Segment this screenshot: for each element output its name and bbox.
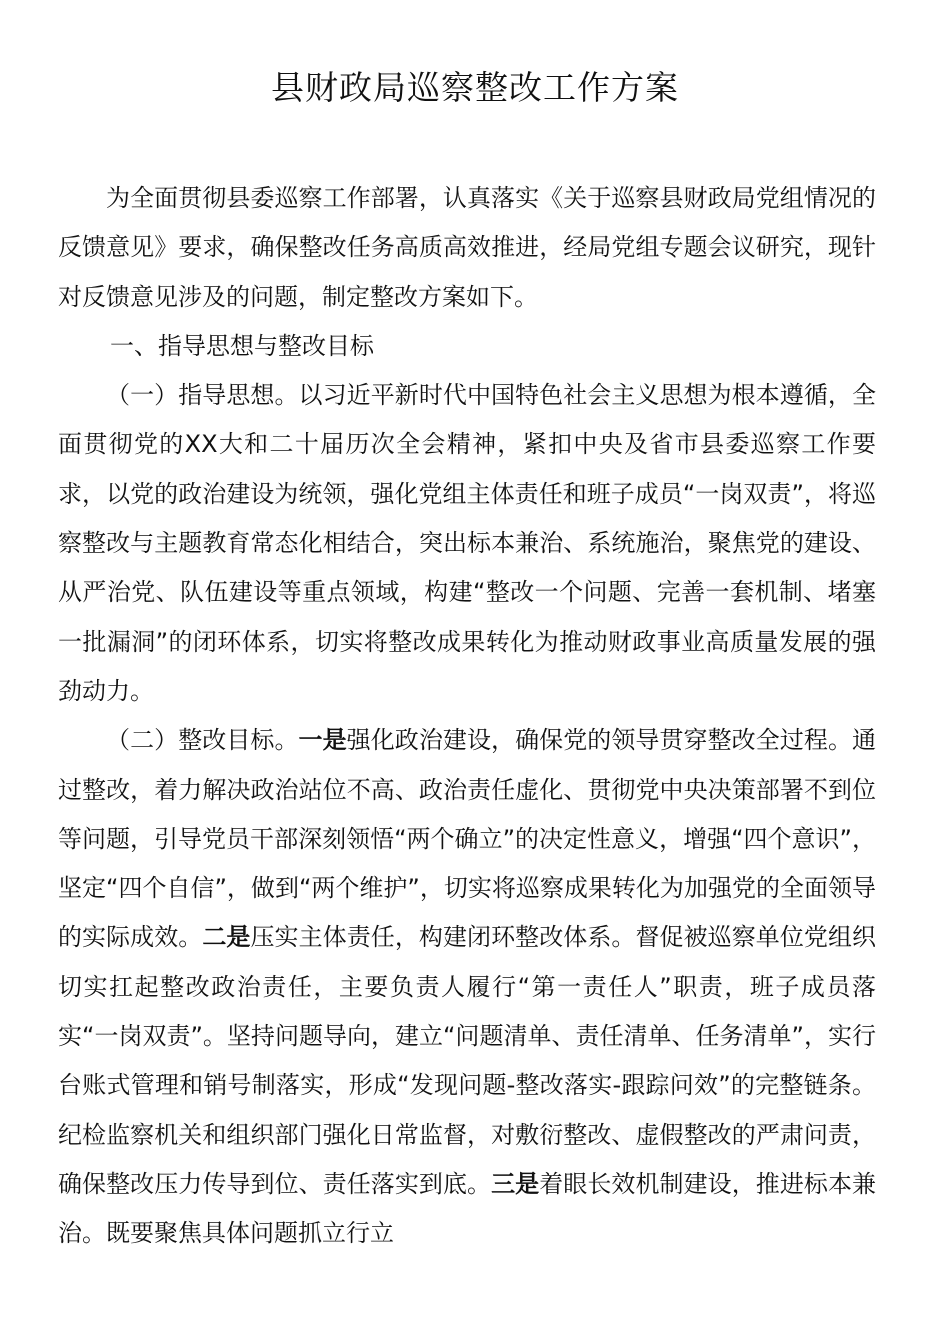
goal-2-text: 压实主体责任，构建闭环整改体系。督促被巡察单位党组织切实扛起整改政治责任，主要负责人履行“第一责任人”职责，班子成员落实“一岗双责”。坚持问题导向，建立“问题清单、责任清单、任务清单”，实行台账式管理和销号制落实，形成“发现问题-整改落实-跟踪问效”的完整链条。纪检监察机关和组织部门强化日常监督，对敷衍整改、虚假整改的严肃问责，确保整改压力传导到位、责任落实到底。 xyxy=(58,923,877,1198)
goal-1-lead: 一是 xyxy=(298,726,347,755)
intro-paragraph: 为全面贯彻县委巡察工作部署，认真落实《关于巡察县财政局党组情况的反馈意见》要求，确保整改任务高质高效推进，经局党组专题会议研究，现针对反馈意见涉及的问题，制定整改方案如下。 xyxy=(58,184,876,311)
goal-3-lead: 三是 xyxy=(491,1169,540,1198)
guiding-thought-paragraph: （一）指导思想。以习近平新时代中国特色社会主义思想为根本遵循，全面贯彻党的XX大和二十届历次全会精神，紧扣中央及省市县委巡察工作要求，以党的政治建设为统领，强化党组主体责任和班子成员“一岗双责”，将巡察整改与主题教育常态化相结合，突出标本兼治、系统施治，聚焦党的建设、从严治党、队伍建设等重点领域，构建“整改一个问题、完善一套机制、堵塞一批漏洞”的闭环体系，切实将整改成果转化为推动财政事业高质量发展的强劲动力。 xyxy=(58,381,876,705)
section-heading: 一、指导思想与整改目标 xyxy=(110,331,374,360)
document-title: 县财政局巡察整改工作方案 xyxy=(271,68,679,107)
goal-1-text: 强化政治建设，确保党的领导贯穿整改全过程。通过整改，着力解决政治站位不高、政治责任虚化、贯彻党中央决策部署不到位等问题，引导党员干部深刻领悟“两个确立”的决定性意义，增强“四个意识”，坚定“四个自信”，做到“两个维护”，切实将巡察成果转化为加强党的全面领导的实际成效。 xyxy=(58,726,877,952)
goals-paragraph xyxy=(58,716,876,1258)
goal-3-text: 着眼长效机制建设，推进标本兼治。既要聚焦具体问题抓立行立 xyxy=(58,1169,877,1248)
goals-intro: （二）整改目标。 xyxy=(106,726,299,755)
goal-2-lead: 二是 xyxy=(202,923,251,952)
